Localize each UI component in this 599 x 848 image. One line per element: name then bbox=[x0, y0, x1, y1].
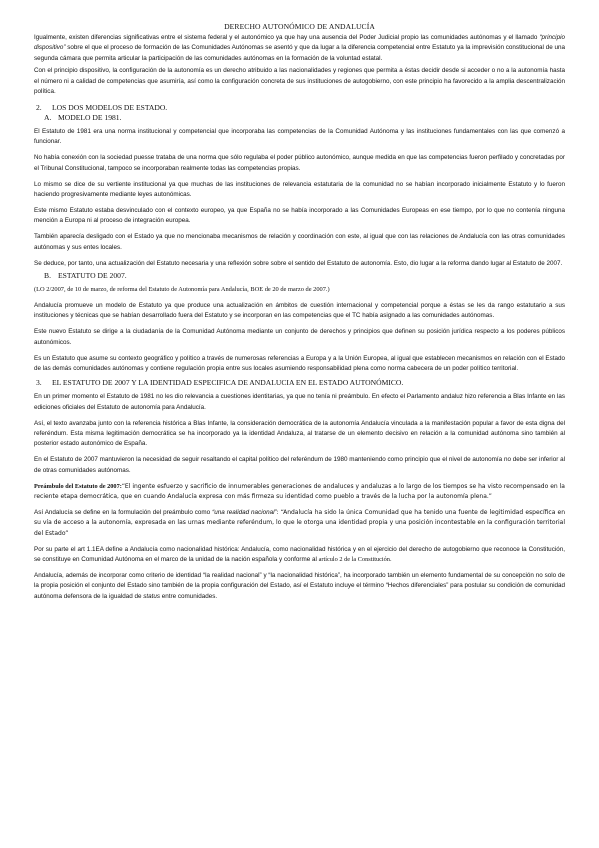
section-3-number: 3. bbox=[36, 378, 42, 388]
identidad-paragraph-3: En el Estatuto de 2007 mantuvieron la necesidad de seguir resaltando el capital político del referéndum de 1980 manteniendo como principio que el nivel de autonomía no debe ser inferior al de otras comunidades autónomas. bbox=[34, 456, 565, 474]
intro-paragraph-1 bbox=[34, 33, 565, 64]
hechos-diferenciales-paragraph bbox=[34, 571, 565, 602]
nacionalidad-historica-paragraph bbox=[34, 545, 565, 566]
intro-paragraph-2: Con el principio dispositivo, la configuración de la autonomía es un derecho atribuido a las nacionalidades y regiones que permita a éstas decidir desde si acceder o no a la autonomía hasta el número ni a calidad de competencias que asumiría, así como la configuración concreta de sus instituciones de autogobierno, con este principio ha favorecido a la amplia descentralización política. bbox=[34, 67, 565, 96]
intro-p1-text-c: sobre el que el proceso de formación de las Comunidades Autónomas se asentó y que da lugar a la diferencia competencial entre Estatuto ya la imprevisión constitucional de una segunda cámara que permita articular la participación de las comunidades autónomas en la formación de la voluntad estatal. bbox=[34, 44, 565, 62]
nacionalidad-text-a: Por su parte el art 1.1EA define a Andalucía como nacionalidad histórica: Andalucía, como nacionalidad histórica y en el ejercicio del derecho de autogobierno que reconoce la Constitución, se constituye en Comunidad Autónoma en el marco de la unidad de la nación española y conforme al bbox=[34, 545, 565, 564]
estatuto-2007-paragraph: Este nuevo Estatuto se dirige a la ciudadanía de la Comunidad Autónoma mediante un conjunto de derechos y principios que definen su posición jurídica respecto a los poderes públicos autonómicos. bbox=[34, 328, 565, 346]
section-2-number: 2. bbox=[36, 102, 42, 112]
realidad-nacional-term: “una realidad nacional” bbox=[212, 509, 277, 516]
law-reference: (LO 2/2007, de 10 de marzo, de reforma del Estatuto de Autonomía para Andalucía, BOE de 20 de marzo de 2007.) bbox=[34, 285, 330, 293]
modelo-1981-paragraph: Lo mismo se dice de su vertiente institucional ya que muchas de las instituciones de relevancia estatutaria de la comunidad no se habían incorporado inicialmente Estatuto y lo fueron haciendo progresivamente mediante leyes autonómicas. bbox=[34, 180, 565, 198]
page-title: DERECHO AUTONÓMICO DE ANDALUCÍA bbox=[224, 22, 375, 31]
section-2-title: LOS DOS MODELOS DE ESTADO. bbox=[52, 102, 168, 112]
hechos-text-c: entre comunidades. bbox=[160, 592, 218, 600]
section-3-title: EL ESTATUTO DE 2007 Y LA IDENTIDAD ESPECIFICA DE ANDALUCIA EN EL ESTADO AUTONÓMICO. bbox=[52, 378, 404, 388]
subsection-a-letter: A. bbox=[44, 112, 52, 122]
modelo-1981-paragraph: Este mismo Estatuto estaba desvinculado con el contexto europeo, ya que España no se había incorporado a las Comunidades Europeas en ese tiempo, por lo que no contenía ninguna mención a Europa ni al proceso de integración europea. bbox=[34, 206, 565, 225]
constitucion-article-ref: artículo 2 de la Constitución. bbox=[318, 556, 392, 564]
preambulo-quote: “El ingente esfuerzo y sacrificio de innumerables generaciones de andaluces y andaluzas a lo largo de los tiempos se ha visto recompensado en la reciente etapa democrática, que en cuando Andalucía expresa con más firmeza su identidad como pueblo a través de la lucha por la autonomía plena.” bbox=[34, 482, 565, 501]
realidad-text-c: : “Andalucía ha sido la única Comunidad que ha tenido una fuente de legitimidad específica en su vía de acceso a la autonomía, expresada en las urnas mediante referéndum, lo que le otorga una identidad propia y una posición incontestable en la configuración territorial del Estado” bbox=[34, 509, 566, 537]
subsection-b-heading bbox=[34, 271, 565, 281]
estatuto-2007-paragraph: Es un Estatuto que asume su contexto geográfico y político a través de numerosas referencias a Europa y a la Unión Europea, al igual que establecen mecanismos en relación con el Estado de las demás comunidades autónomas y contiene regulación propia entre sus locales asumiendo responsabilidad plena como norma cabecera de un poder político territorial. bbox=[34, 354, 565, 372]
subsection-a-heading bbox=[34, 113, 565, 123]
realidad-text-a: Así Andalucía se define en la formulación del preámbulo como bbox=[34, 509, 213, 516]
intro-p1-text-a: Igualmente, existen diferencias significativas entre el sistema federal y el autonómico ya que hay una ausencia del Poder Judicial propio las comunidades autónomas y el llamado bbox=[34, 34, 540, 41]
modelo-1981-paragraph: El Estatuto de 1981 era una norma institucional y competencial que incorporaba las competencias de la Comunidad Autónoma y las instituciones fundamentales con las que comenzó a funcionar. bbox=[34, 127, 565, 146]
preambulo-label: Preámbulo del Estatuto de 2007: bbox=[34, 482, 122, 490]
modelo-1981-paragraph: No había conexión con la sociedad puesse trataba de una norma que sólo regulaba el poder público autonómico, aunque medida en que las competencias fueron perfilado y concretadas por el Tribunal Constitucional, tampoco se incorporaban realmente todas las competencias propias. bbox=[34, 154, 565, 172]
subsection-a-title: MODELO DE 1981. bbox=[58, 112, 122, 122]
section-3-heading bbox=[34, 378, 565, 388]
modelo-1981-paragraph: Se deduce, por tanto, una actualización del Estatuto necesaria y una reflexión sobre sobre el sentido del Estatuto de autonomía. Esto, dio lugar a la reforma dando lugar al Estatuto de 2007. bbox=[34, 259, 563, 267]
identidad-paragraph-1: En un primer momento el Estatuto de 1981 no les dio relevancia a cuestiones identitarias, ya que no tenía ni preámbulo. En efecto el Parlamento andaluz hizo referencia a Blas Infante en las ediciones oficiales del Estatuto de autonomía para Andalucía. bbox=[34, 393, 565, 411]
subsection-b-letter: B. bbox=[44, 270, 51, 280]
section-2-heading bbox=[34, 103, 565, 113]
modelo-1981-paragraph: También aparecía desligado con el Estado ya que no mencionaba mecanismos de relación y coordinación con este, al igual que con las relaciones de Andalucía con las otras comunidades autónomas y sus entes locales. bbox=[34, 233, 565, 251]
subsection-b-title: ESTATUTO DE 2007. bbox=[58, 270, 127, 280]
status-term: status bbox=[143, 592, 161, 600]
preambulo-paragraph bbox=[34, 482, 565, 503]
estatuto-2007-paragraph: Andalucía promueve un modelo de Estatuto ya que produce una actualización en ámbitos de cuestión internacional y competencial porque a éstas se les da rango estatutario a sus instituciones y técnicas que se habían desarrollado fuera del Estatuto y se incorporan en las competencias que el TC había asignado a las comunidades autónomas. bbox=[34, 301, 565, 320]
principio-dispositivo-term: “principio dispositivo” bbox=[34, 34, 565, 52]
identidad-paragraph-2: Así, el texto avanzaba junto con la referencia histórica a Blas Infante, la consideración democrática de la autonomía Andalucía vinculada a la manifestación popular a favor de esta digna del referéndum. Esta misma legitimación democrática se ha incorporado ya la identidad Andaluza, al tratarse de un elemento decisivo en relación a la comunidad autónoma sino también al posterior estado autonómico de España. bbox=[34, 419, 565, 448]
realidad-nacional-paragraph bbox=[34, 508, 565, 539]
hechos-text-a: Andalucía, además de incorporar como criterio de identidad “la realidad nacional” y “la nacionalidad histórica”, ha incorporado también un elemento fundamental de su concepción no solo de la propia posición el conjunto del Estado sino también de la propia configuración del Estado, así el Estatuto incluye el término “Hechos diferenciales” para postular su condición de comunidad autónoma defensora de la igualdad de bbox=[34, 572, 565, 600]
